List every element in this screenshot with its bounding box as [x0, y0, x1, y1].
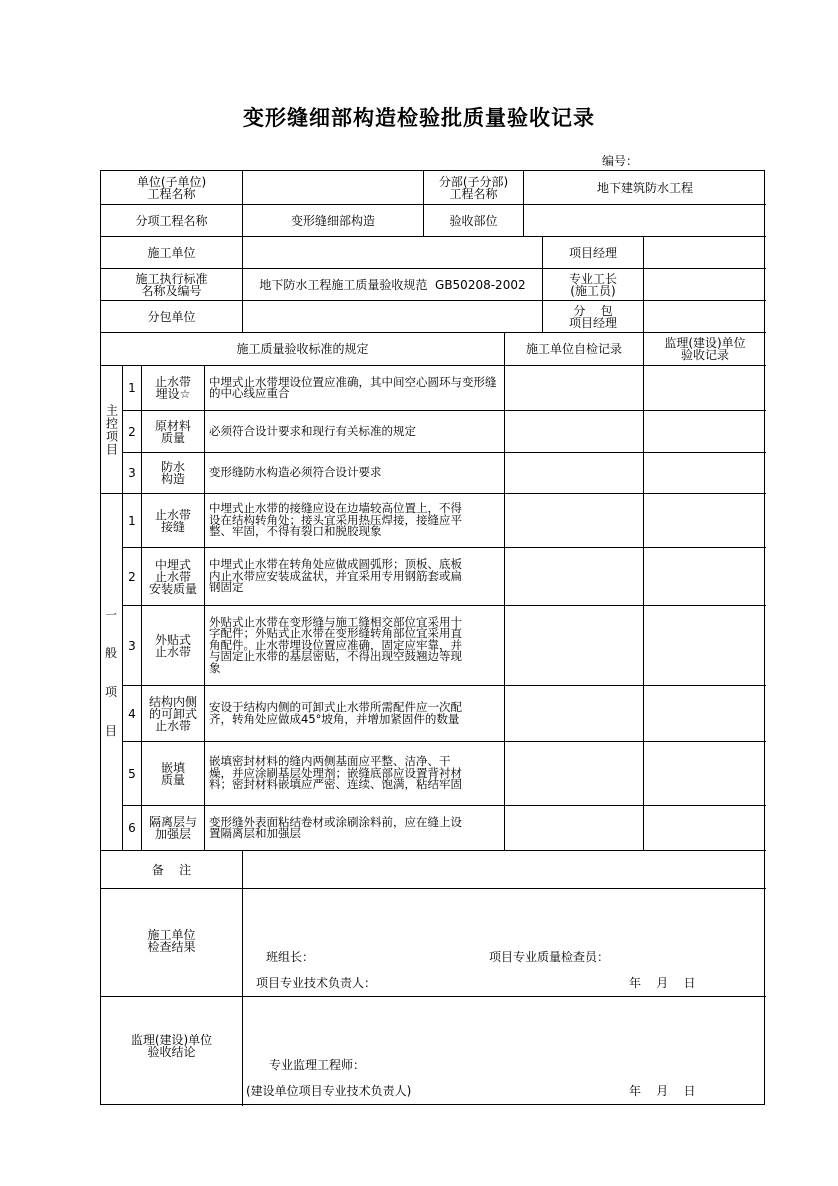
column-header-standard: 施工质量验收标准的规定 [236, 342, 369, 356]
general-item-name: 结构内侧 的可卸式 止水带 [148, 694, 197, 733]
remarks-label: 备 注 [151, 862, 192, 877]
subcontractor-label: 分包单位 [147, 309, 196, 324]
team-leader-label: 班组长： [266, 950, 315, 964]
contractor-label: 施工单位 [147, 245, 196, 260]
quality-inspector-label: 项目专业质量检查员： [489, 950, 610, 964]
general-item-name: 中埋式 止水带 安装质量 [148, 557, 197, 596]
general-items-group-char: 项 [105, 685, 118, 699]
contractor-date-label: 年 月 日 [629, 976, 696, 990]
general-item-name: 外贴式 止水带 [154, 632, 191, 659]
acceptance-part-label: 验收部位 [449, 213, 498, 228]
col-line [204, 365, 205, 850]
page-title: 变形缝细部构造检验批质量验收记录 [243, 106, 595, 130]
general-item-no: 5 [128, 766, 136, 781]
subcontractor-value[interactable] [243, 301, 542, 332]
general-item-no: 2 [128, 569, 136, 584]
technical-lead-label: 项目专业技术负责人： [256, 976, 377, 990]
contractor-value[interactable] [243, 237, 542, 268]
main-item-no: 3 [128, 466, 136, 480]
general-items-group-char: 一 [105, 608, 118, 622]
row-line [101, 996, 766, 997]
general-items-group-char: 般 [105, 646, 118, 660]
owner-tech-lead-label: (建设单位项目专业技术负责人) [246, 1084, 412, 1098]
inspection-record-table [100, 170, 765, 1105]
col-line [242, 850, 243, 1106]
foreman-label: 专业工长 (施工员) [568, 271, 617, 298]
main-item-no: 2 [128, 424, 136, 439]
general-item-spec: 外贴式止水带在变形缝与施工缝相交部位宜采用十字配件；外贴式止水带在变形缝转角部位宜采用直角配件。止水带埋设位置应准确，固定应牢靠，并与固定止水带的基层密贴，不得出现空鼓翘边等现象 [209, 614, 462, 675]
column-header-supervision: 监理(建设)单位 验收记录 [664, 336, 746, 362]
main-item-spec: 必须符合设计要求和现行有关标准的规定 [209, 423, 416, 438]
row-line [101, 888, 766, 889]
general-item-spec: 嵌填密封材料的缝内两侧基面应平整、洁净、干燥，并应涂刷基层处理剂；嵌缝底部应设置背衬材料；密封材料嵌填应严密、连续、饱满，粘结牢固 [209, 754, 462, 792]
division-project-name-value[interactable]: 地下建筑防水工程 [596, 180, 693, 195]
general-item-spec: 中埋式止水带的接缝应设在边墙较高位置上，不得设在结构转角处；接头宜采用热压焊接，接缝应平整、牢固，不得有裂口和脱胶现象 [209, 501, 462, 539]
general-item-spec: 变形缝外表面粘结卷材或涂刷涂料前，应在缝上设置隔离层和加强层 [209, 814, 462, 840]
main-item-spec: 中埋式止水带埋设位置应准确，其中间空心圆环与变形缝的中心线应重合 [209, 374, 497, 400]
unit-project-name-value[interactable] [243, 171, 423, 204]
general-item-no: 1 [128, 513, 136, 528]
standard-label: 施工执行标准 名称及编号 [135, 271, 208, 298]
project-manager-value[interactable] [644, 237, 766, 268]
main-item-name: 防水 构造 [160, 460, 185, 486]
main-items-group-label: 主控项目 [104, 403, 119, 456]
sub-project-manager-value[interactable] [644, 301, 766, 332]
contractor-result-label: 施工单位 检查结果 [147, 928, 196, 954]
col-line [643, 332, 644, 850]
serial-number-label: 编号： [602, 154, 639, 168]
main-item-name: 原材料 质量 [154, 418, 191, 445]
general-item-no: 3 [128, 638, 136, 653]
subitem-project-name-label: 分项工程名称 [135, 213, 208, 228]
general-items-group-label [101, 494, 122, 850]
general-item-name: 隔离层与 加强层 [148, 815, 197, 841]
subitem-project-name-value[interactable]: 变形缝细部构造 [290, 213, 375, 228]
sub-project-manager-label: 分 包 项目经理 [568, 303, 617, 330]
column-header-self-check: 施工单位自检记录 [525, 342, 622, 356]
acceptance-part-value[interactable] [524, 205, 766, 236]
unit-project-name-label: 单位(子单位) 工程名称 [136, 174, 207, 201]
project-manager-label: 项目经理 [568, 245, 617, 260]
general-item-no: 4 [128, 706, 136, 721]
general-item-name: 嵌填 质量 [160, 760, 185, 787]
main-item-no: 1 [128, 381, 136, 395]
general-item-name: 止水带 接缝 [154, 507, 191, 534]
standard-value[interactable]: 地下防水工程施工质量验收规范 GB50208-2002 [259, 277, 526, 292]
remarks-value[interactable] [243, 851, 766, 888]
supervision-engineer-label: 专业监理工程师： [269, 1058, 366, 1072]
general-item-no: 6 [128, 821, 136, 835]
general-item-spec: 中埋式止水带在转角处应做成圆弧形；顶板、底板内止水带应安装成盆状，并宜采用专用钢筋套或扁钢固定 [209, 557, 462, 595]
supervision-result-label: 监理(建设)单位 验收结论 [130, 1033, 213, 1059]
foreman-value[interactable] [644, 269, 766, 300]
division-project-name-label: 分部(子分部) 工程名称 [438, 174, 509, 201]
main-item-spec: 变形缝防水构造必须符合设计要求 [209, 465, 382, 480]
general-items-group-char: 目 [105, 724, 118, 738]
col-line [504, 332, 505, 850]
main-item-name: 止水带 埋设☆ [154, 375, 191, 401]
general-item-spec: 安设于结构内侧的可卸式止水带所需配件应一次配齐，转角处应做成45°坡角，并增加紧固件的数量 [209, 700, 462, 726]
supervision-date-label: 年 月 日 [629, 1084, 696, 1098]
